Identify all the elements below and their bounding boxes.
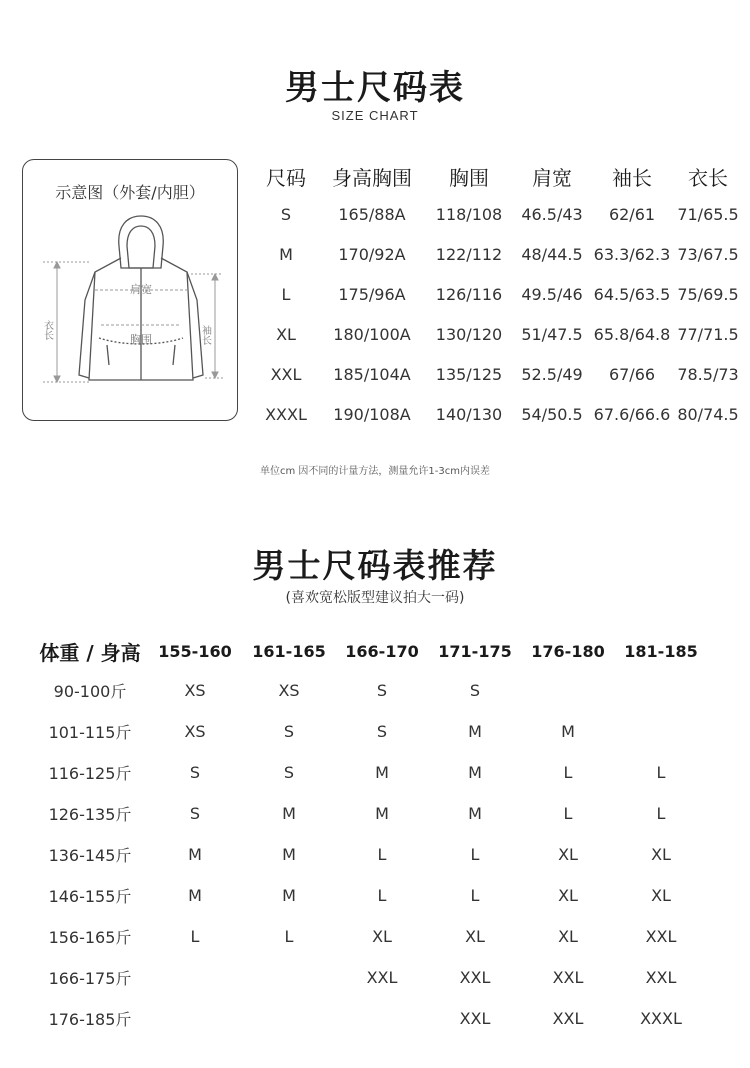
table-row <box>254 194 744 234</box>
table-row <box>254 354 744 394</box>
size-cell: L <box>470 886 480 905</box>
size-cell: L <box>190 927 200 946</box>
table-row <box>32 875 708 916</box>
recommendation-title: 男士尺码表推荐 <box>252 546 498 585</box>
height-header: 161-165 <box>252 641 326 661</box>
size-cell <box>614 670 708 711</box>
cell-size: S <box>280 204 292 224</box>
size-cell <box>148 957 242 998</box>
size-cell: XXL <box>645 927 677 946</box>
size-cell <box>242 998 336 1039</box>
size-cell: L <box>377 845 387 864</box>
jacket-illustration <box>33 210 229 410</box>
cell-height-chest: 190/108A <box>333 404 411 424</box>
size-cell: XXL <box>366 968 398 987</box>
header-shoulder: 肩宽 <box>532 165 572 190</box>
cell-height-chest: 175/96A <box>338 284 406 304</box>
cell-height-chest: 165/88A <box>338 204 406 224</box>
size-cell: M <box>188 886 202 905</box>
height-header: 176-180 <box>531 641 605 661</box>
weight-label: 126-135斤 <box>48 805 132 824</box>
cell-shoulder: 48/44.5 <box>521 244 583 264</box>
size-cell: L <box>656 804 666 823</box>
garment-diagram <box>22 159 238 421</box>
diagram-caption: 示意图（外套/内胆） <box>55 183 205 202</box>
shoulder-label: 肩宽 <box>130 283 152 296</box>
size-cell: XS <box>184 681 206 700</box>
cell-length: 71/65.5 <box>677 204 739 224</box>
size-cell: XXL <box>552 968 584 987</box>
size-cell: L <box>563 804 573 823</box>
header-chest: 胸围 <box>449 165 489 190</box>
size-cell: L <box>470 845 480 864</box>
length-label: 衣长 <box>41 320 53 340</box>
table-row <box>32 793 708 834</box>
height-header: 155-160 <box>158 641 232 661</box>
size-cell: L <box>656 763 666 782</box>
size-table <box>254 158 744 434</box>
header-length: 衣长 <box>688 165 728 190</box>
size-cell: XL <box>651 845 671 864</box>
cell-shoulder: 46.5/43 <box>521 204 583 224</box>
size-cell: S <box>469 681 481 700</box>
cell-chest: 126/116 <box>435 284 503 304</box>
cell-shoulder: 52.5/49 <box>521 364 583 384</box>
size-cell: XXL <box>459 1009 491 1028</box>
size-cell: S <box>376 681 388 700</box>
table-row <box>32 752 708 793</box>
header-height-chest: 身高胸围 <box>332 165 412 190</box>
weight-label: 146-155斤 <box>48 887 132 906</box>
size-cell <box>242 957 336 998</box>
size-cell: S <box>283 722 295 741</box>
cell-length: 80/74.5 <box>677 404 739 424</box>
size-cell: XL <box>651 886 671 905</box>
chest-label: 胸围 <box>130 333 152 346</box>
cell-chest: 135/125 <box>435 364 503 384</box>
size-chart-title: 男士尺码表 <box>285 68 465 108</box>
size-table-header-row <box>254 158 744 194</box>
size-cell: XL <box>558 886 578 905</box>
recommendation-subtitle: (喜欢宽松版型建议拍大一码) <box>285 590 465 606</box>
cell-length: 78.5/73 <box>677 364 739 384</box>
recommendation-table <box>32 632 708 1039</box>
table-row <box>254 314 744 354</box>
cell-chest: 118/108 <box>435 204 503 224</box>
size-cell: XXL <box>459 968 491 987</box>
cell-height-chest: 185/104A <box>333 364 411 384</box>
table-row <box>254 274 744 314</box>
height-header: 181-185 <box>624 641 698 661</box>
cell-sleeve: 67/66 <box>608 364 656 384</box>
recommendation-header-row <box>32 632 708 670</box>
cell-size: XXL <box>270 364 302 384</box>
size-cell: M <box>375 763 389 782</box>
size-cell: XXL <box>552 1009 584 1028</box>
size-cell: M <box>468 763 482 782</box>
table-row <box>32 957 708 998</box>
cell-length: 73/67.5 <box>677 244 739 264</box>
cell-size: L <box>281 284 291 304</box>
weight-label: 101-115斤 <box>48 723 132 742</box>
weight-label: 90-100斤 <box>53 682 127 701</box>
weight-label: 156-165斤 <box>48 928 132 947</box>
weight-label: 176-185斤 <box>48 1010 132 1029</box>
weight-height-header: 体重 / 身高 <box>39 640 141 665</box>
size-cell: M <box>468 722 482 741</box>
cell-sleeve: 62/61 <box>608 204 656 224</box>
cell-size: XL <box>276 324 296 344</box>
size-cell <box>148 998 242 1039</box>
size-cell: M <box>282 845 296 864</box>
measurement-note: 单位cm 因不同的计量方法，测量允许1-3cm内误差 <box>260 466 490 477</box>
weight-label: 136-145斤 <box>48 846 132 865</box>
header-size: 尺码 <box>266 165 306 190</box>
height-header: 171-175 <box>438 641 512 661</box>
size-cell: S <box>189 804 201 823</box>
cell-sleeve: 63.3/62.3 <box>593 244 671 264</box>
weight-label: 116-125斤 <box>48 764 132 783</box>
sleeve-label: 袖长 <box>199 325 211 345</box>
cell-shoulder: 51/47.5 <box>521 324 583 344</box>
size-cell <box>614 711 708 752</box>
cell-height-chest: 180/100A <box>333 324 411 344</box>
size-cell: M <box>282 804 296 823</box>
cell-height-chest: 170/92A <box>338 244 406 264</box>
size-cell: M <box>561 722 575 741</box>
size-chart-subtitle: SIZE CHART <box>331 108 419 123</box>
size-cell: M <box>282 886 296 905</box>
height-header: 166-170 <box>345 641 419 661</box>
table-row <box>32 670 708 711</box>
cell-length: 75/69.5 <box>677 284 739 304</box>
size-cell: M <box>468 804 482 823</box>
size-cell: XL <box>558 845 578 864</box>
cell-sleeve: 64.5/63.5 <box>593 284 671 304</box>
header-sleeve: 袖长 <box>612 165 652 190</box>
size-cell: L <box>377 886 387 905</box>
size-cell: L <box>284 927 294 946</box>
size-cell: XL <box>372 927 392 946</box>
table-row <box>32 711 708 752</box>
size-cell: XXXL <box>640 1009 682 1028</box>
cell-size: M <box>279 244 293 264</box>
cell-shoulder: 49.5/46 <box>521 284 583 304</box>
table-row <box>254 394 744 434</box>
table-row <box>32 834 708 875</box>
size-cell <box>522 670 614 711</box>
size-cell: XL <box>465 927 485 946</box>
cell-chest: 130/120 <box>435 324 503 344</box>
size-cell: XS <box>184 722 206 741</box>
size-cell: S <box>189 763 201 782</box>
cell-sleeve: 67.6/66.6 <box>593 404 671 424</box>
size-cell <box>336 998 428 1039</box>
size-cell: S <box>283 763 295 782</box>
table-row <box>32 916 708 957</box>
size-cell: XS <box>278 681 300 700</box>
size-cell: XL <box>558 927 578 946</box>
cell-sleeve: 65.8/64.8 <box>593 324 671 344</box>
table-row <box>254 234 744 274</box>
cell-chest: 140/130 <box>435 404 503 424</box>
cell-size: XXXL <box>265 404 307 424</box>
weight-label: 166-175斤 <box>48 969 132 988</box>
size-cell: L <box>563 763 573 782</box>
size-cell: S <box>376 722 388 741</box>
size-cell: M <box>375 804 389 823</box>
cell-length: 77/71.5 <box>677 324 739 344</box>
size-cell: M <box>188 845 202 864</box>
table-row <box>32 998 708 1039</box>
cell-chest: 122/112 <box>435 244 503 264</box>
size-cell: XXL <box>645 968 677 987</box>
cell-shoulder: 54/50.5 <box>521 404 583 424</box>
